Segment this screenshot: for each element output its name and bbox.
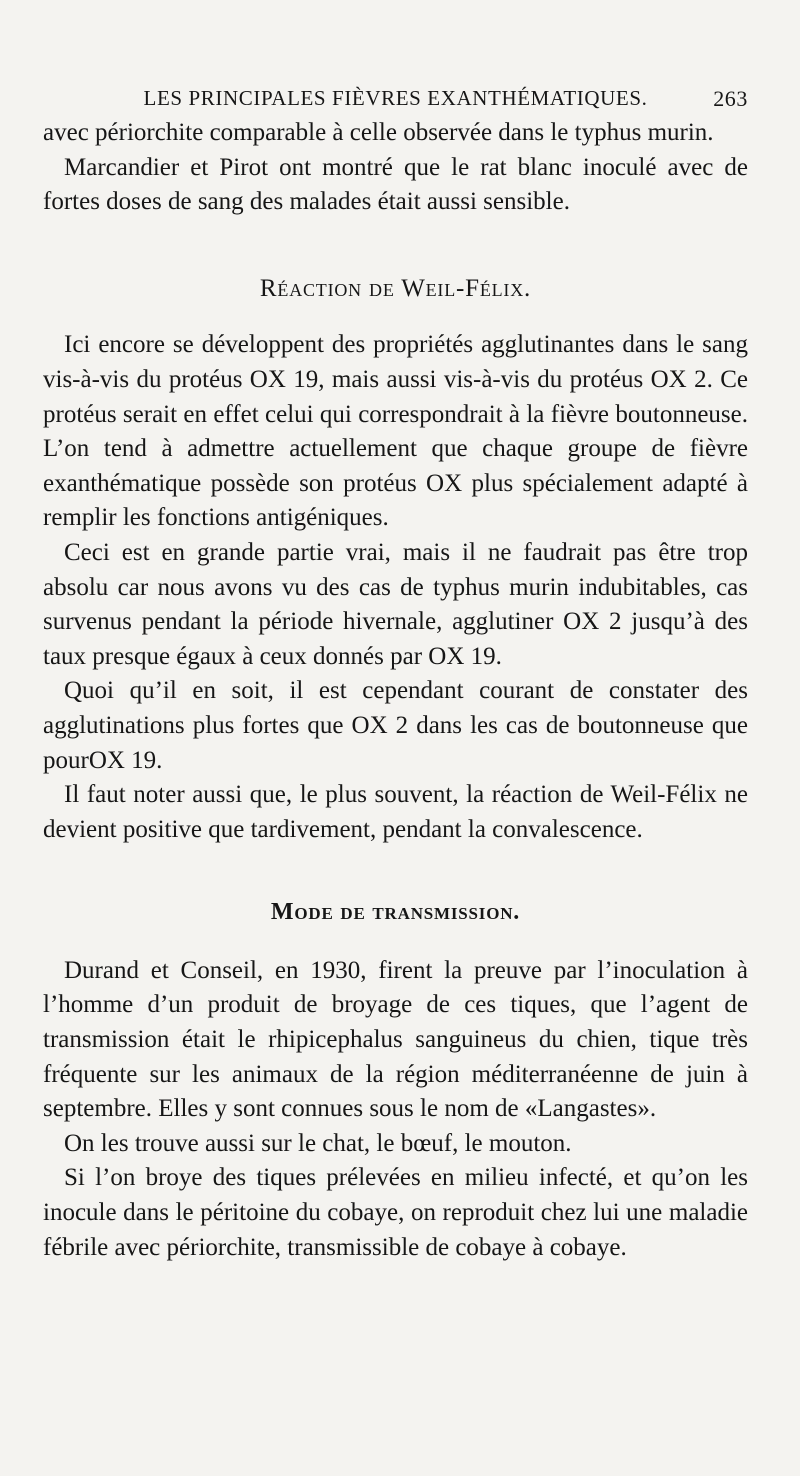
paragraph-quoi: Quoi qu’il en soit, il est cependant courant de constater des agglutinations plus fortes que OX 2 dans les cas de boutonneuse que pourOX 19.: [43, 677, 748, 774]
paragraph-ceci: Ceci est en grande partie vrai, mais il ne faudrait pas être trop absolu car nous avons vu des cas de typhus murin indubitables, cas survenus pendant la période hivernale, agglutiner OX 2 jusqu’à des taux presque égaux à ceux donnés par OX 19.: [43, 538, 748, 670]
running-head: [43, 80, 748, 116]
paragraph-weil-felix: Il faut noter aussi que, le plus souvent, la réaction de Weil-Félix ne devient positive que tardivement, pendant la convalescence.: [43, 781, 748, 843]
section-heading-transmission: Mode de transmission.: [270, 899, 521, 926]
running-title: LES PRINCIPALES FIÈVRES EXANTHÉMATIQUES.: [143, 86, 648, 110]
paragraph-agglutinantes: Ici encore se développent des propriétés agglutinantes dans le sang vis-à-vis du protéus OX 19, mais aussi vis-à-vis du protéus OX 2. Ce protéus serait en effet celui qui correspondrait à la fièvre boutonneuse. L’on tend à admettre actuellement que chaque groupe de fièvre exanthématique possède son protéus OX plus spécialement adapté à remplir les fonctions antigéniques.: [43, 331, 748, 532]
paragraph-broye: Si l’on broye des tiques prélevées en milieu infecté, et qu’on les inocule dans le péritoine du cobaye, on reproduit chez lui une maladie fébrile avec périorchite, transmissible de cobaye à cobaye.: [43, 1164, 748, 1261]
paragraph-marcandier: Marcandier et Pirot ont montré que le rat blanc inoculé avec de fortes doses de sang des malades était aussi sensible.: [43, 153, 748, 216]
paragraph-continued: avec périorchite comparable à celle observée dans le typhus murin.: [43, 119, 714, 146]
paragraph-durand-conseil: Durand et Conseil, en 1930, firent la preuve par l’inoculation à l’homme d’un produit de broyage de ces tiques, que l’agent de transmission était le rhipicephalus sanguineus du chien, tique très fréquente sur les animaux de la région méditerranéenne de juin à septembre. Elles y sont connues sous le nom de «Langastes».: [43, 956, 748, 1123]
section-heading-reaction: Réaction de Weil-Félix.: [259, 274, 532, 302]
page-number: 263: [713, 86, 748, 111]
paragraph-chat: On les trouve aussi sur le chat, le bœuf, le mouton.: [64, 1129, 572, 1157]
